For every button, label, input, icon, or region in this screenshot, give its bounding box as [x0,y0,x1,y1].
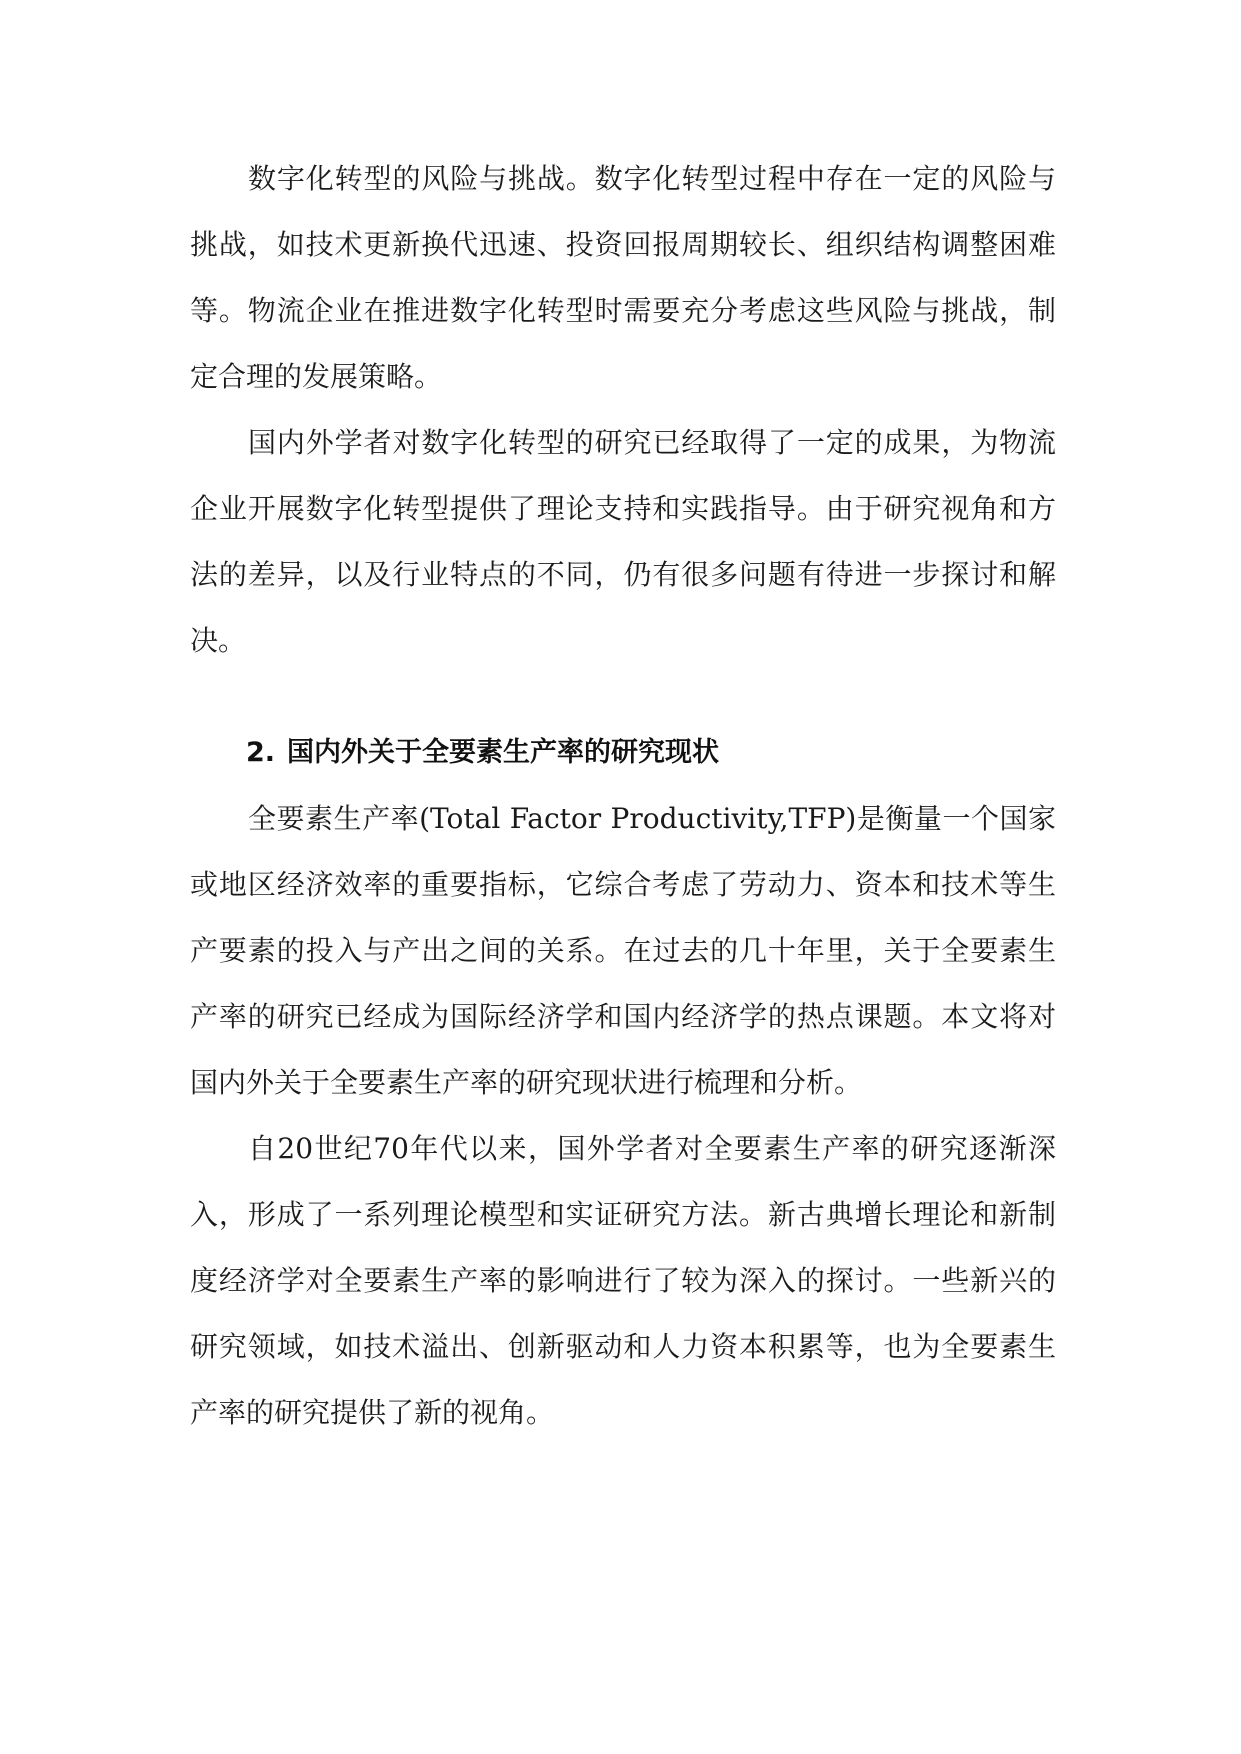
section-number: 2. [246,737,276,768]
paragraph-foreign-research: 自20世纪70年代以来，国外学者对全要素生产率的研究逐渐深入，形成了一系列理论模型和实证研究方法。新古典增长理论和新制度经济学对全要素生产率的影响进行了较为深入的探讨。一些新兴的研究领域，如技术溢出、创新驱动和人力资本积累等，也为全要素生产率的研究提供了新的视角。 [190,1132,1056,1429]
paragraph-research-summary: 国内外学者对数字化转型的研究已经取得了一定的成果，为物流企业开展数字化转型提供了理论支持和实践指导。由于研究视角和方法的差异，以及行业特点的不同，仍有很多问题有待进一步探讨和解决。 [190,426,1056,657]
paragraph-digital-risks: 数字化转型的风险与挑战。数字化转型过程中存在一定的风险与挑战，如技术更新换代迅速、投资回报周期较长、组织结构调整困难等。物流企业在推进数字化转型时需要充分考虑这些风险与挑战，制定合理的发展策略。 [190,162,1056,393]
document-body [190,146,1056,1446]
section-heading [190,720,1056,786]
section-title: 国内外关于全要素生产率的研究现状 [287,737,720,768]
paragraph-tfp-definition: 全要素生产率(Total Factor Productivity,TFP)是衡量一个国家或地区经济效率的重要指标，它综合考虑了劳动力、资本和技术等生产要素的投入与产出之间的关系。在过去的几十年里，关于全要素生产率的研究已经成为国际经济学和国内经济学的热点课题。本文将对国内外关于全要素生产率的研究现状进行梳理和分析。 [190,802,1056,1099]
